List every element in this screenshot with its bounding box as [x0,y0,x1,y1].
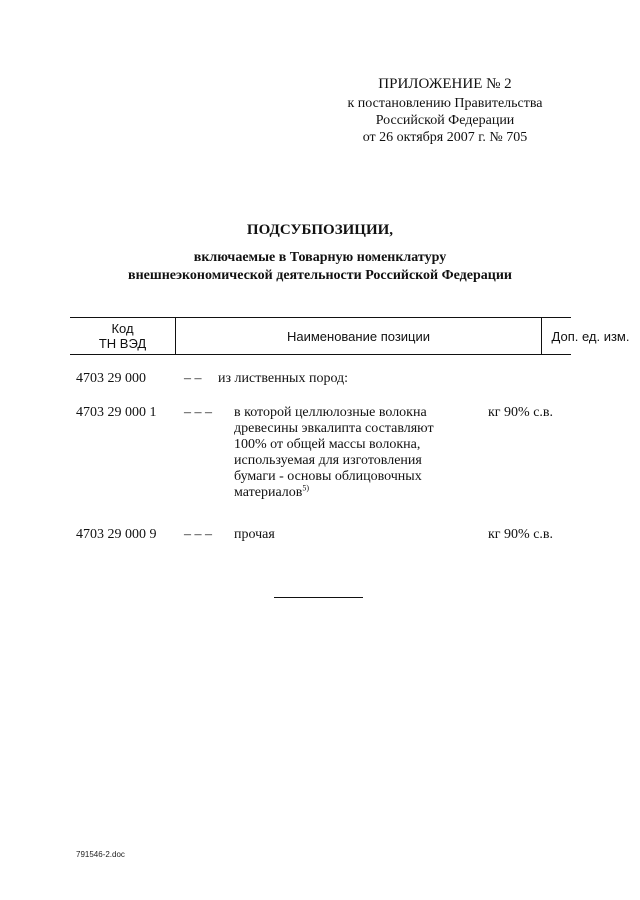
row-dashes: – – – [184,527,212,542]
row-name-text: прочая [234,527,275,542]
appendix-line-3: от 26 октября 2007 г. № 705 [362,130,528,145]
file-name-footer: 791546-2.doc [76,850,125,859]
row-name [184,527,484,543]
row-name-text: из лиственных пород: [218,371,349,386]
header-code-line-1: Код [111,321,134,336]
appendix-title: ПРИЛОЖЕНИЕ № 2 [378,76,512,92]
appendix-block [330,76,560,146]
table-header [70,317,630,355]
row-name [184,405,484,501]
footnote-marker: 5) [302,483,310,493]
appendix-line-1: к постановлению Правительства [347,96,543,111]
appendix-line-2: Российской Федерации [375,113,515,128]
subtitle-line-2: внешнеэкономической деятельности Российской Федерации [128,268,512,283]
row-name-text: в которой целлюлозные волокна древесины эвкалипта составляют 100% от общей массы волокна, используемая для изготовления бумаги - основы облицовочных материалов [234,405,434,500]
row-unit: кг 90% с.в. [488,527,554,542]
document-subtitle [60,249,580,285]
end-divider [274,597,363,598]
row-unit: кг 90% с.в. [488,405,554,420]
header-unit: Доп. ед. изм. [551,328,630,344]
row-code: 4703 29 000 [76,371,146,386]
row-code: 4703 29 000 1 [76,405,157,420]
row-dashes: – – – [184,405,212,420]
header-name: Наименование позиции [175,318,542,354]
header-code-line-2: ТН ВЭД [98,336,147,351]
row-dashes: – – [184,371,202,386]
header-code [70,318,175,354]
row-code: 4703 29 000 9 [76,527,157,542]
row-name [184,371,484,387]
document-title: ПОДСУБПОЗИЦИИ, [246,222,394,238]
subtitle-line-1: включаемые в Товарную номенклатуру [193,250,447,265]
